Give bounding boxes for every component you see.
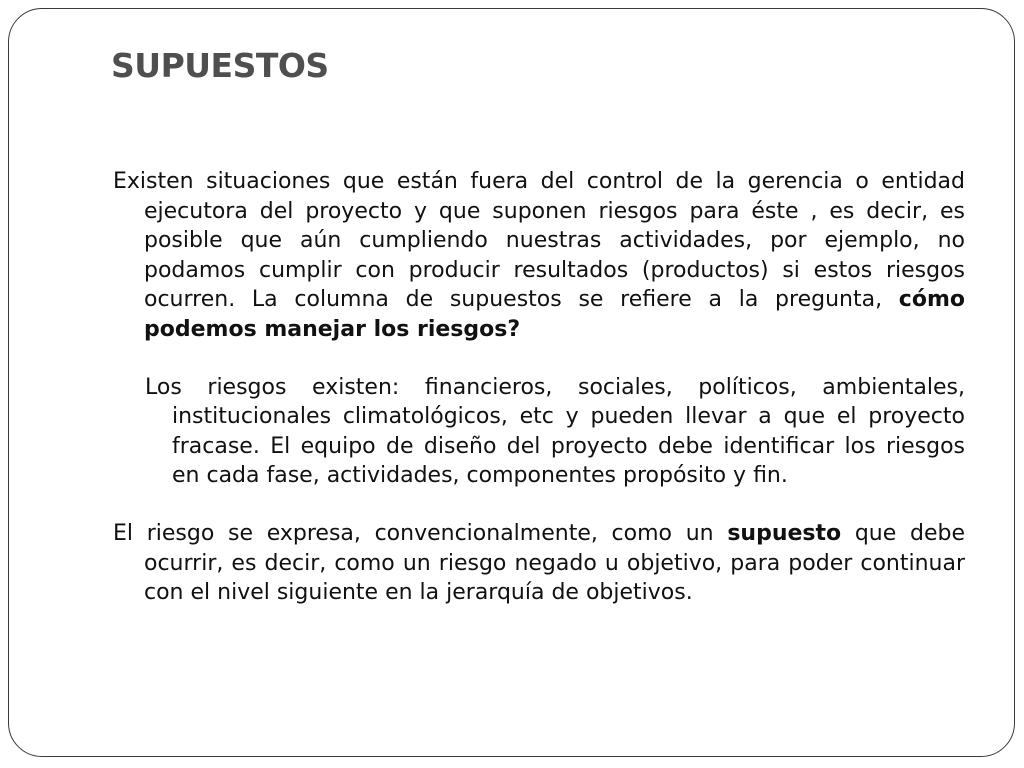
slide-body: [113, 167, 965, 608]
paragraph-supuesto: [113, 519, 965, 608]
paragraph-supuesto-before: El riesgo se expresa, convencionalmente, como un: [113, 520, 728, 546]
paragraph-situaciones-text: Existen situaciones que están fuera del control de la gerencia o entidad ejecutora del proyecto y que suponen riesgos para éste , es decir, es posible que aún cumpliendo nuestras actividades, por ejemplo, no podamos cumplir con producir resultados (productos) si estos riesgos ocurren. La columna de supuestos se refiere a la pregunta,: [113, 169, 965, 313]
paragraph-riesgos-text: Los riesgos existen: financieros, sociales, políticos, ambientales, institucionales climatológicos, etc y pueden llevar a que el proyecto fracase. El equipo de diseño del proyecto debe identificar los riesgos en cada fase, actividades, componentes propósito y fin.: [145, 374, 965, 489]
paragraph-riesgos: [145, 373, 965, 491]
slide-title: SUPUESTOS: [111, 46, 329, 85]
paragraph-situaciones-question: cómo podemos manejar los riesgos?: [144, 287, 965, 342]
paragraph-supuesto-keyword: supuesto: [727, 520, 842, 546]
paragraph-situaciones: [113, 167, 965, 345]
paragraph-supuesto-after: que debe ocurrir, es decir, como un riesgo negado u objetivo, para poder continuar con el nivel siguiente en la jerarquía de objetivos.: [144, 520, 965, 606]
